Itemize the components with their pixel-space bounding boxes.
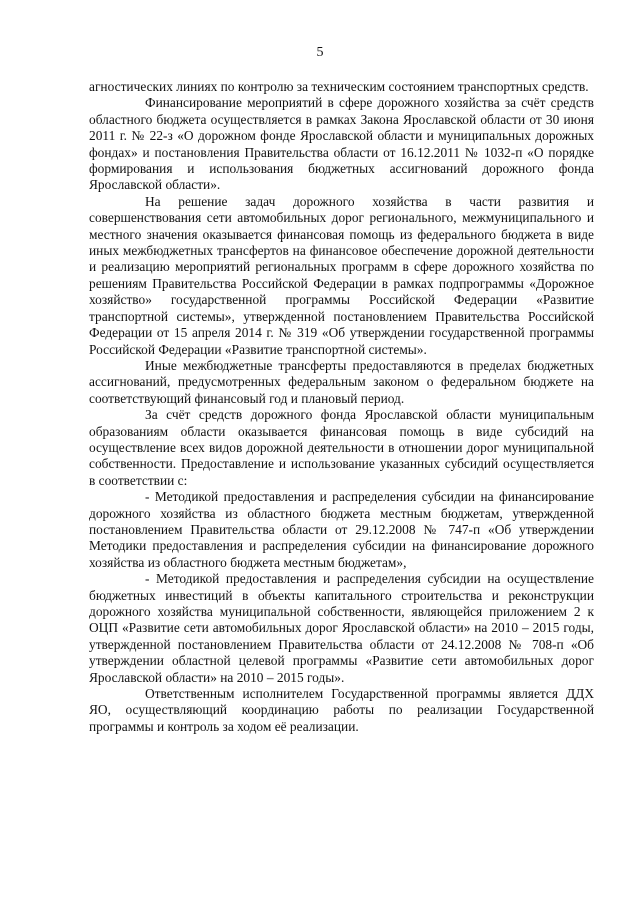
- list-item: - Методикой предоставления и распределения субсидии на финансирование дорожного хозяйства из областного бюджета местным бюджетам, утвержденной постановлением Правительства области от 29.12.2008 № 747-п «Об утверждении Методики предоставления и распределения субсидии на финансирование дорожного хозяйства из областного бюджета местным бюджетам»,: [89, 489, 594, 570]
- paragraph: агностических линиях по контролю за техническим состоянием транспортных средств.: [89, 79, 589, 94]
- paragraph: На решение задач дорожного хозяйства в части развития и совершенствования сети автомобильных дорог регионального, межмуниципального и местного значения оказывается финансовая помощь из федерального бюджета в виде иных межбюджетных трансфертов на финансовое обеспечение дорожной деятельности и реализацию мероприятий региональных программ в сфере дорожного хозяйства по решениям Правительства Российской Федерации в рамках подпрограммы «Дорожное хозяйство» государственной программы Российской Федерации «Развитие транспортной системы», утвержденной постановлением Правительства Российской Федерации от 15 апреля 2014 г. № 319 «Об утверждении государственной программы Российской Федерации «Развитие транспортной системы».: [89, 193, 594, 357]
- paragraph: Финансирование мероприятий в сфере дорожного хозяйства за счёт средств областного бюджета осуществляется в рамках Закона Ярославской области от 30 июня 2011 г. № 22-з «О дорожном фонде Ярославской области и муниципальных дорожных фондах» и постановления Правительства области от 16.12.2011 № 1032-п «О порядке формирования и использования бюджетных ассигнований дорожного фонда Ярославской области».: [89, 95, 594, 193]
- document-body: [89, 79, 594, 735]
- paragraph: Иные межбюджетные трансферты предоставляются в пределах бюджетных ассигнований, предусмотренных федеральным законом о федеральном бюджете на соответствующий финансовый год и плановый период.: [89, 357, 594, 406]
- page-number: 5: [316, 45, 324, 60]
- paragraph: За счёт средств дорожного фонда Ярославской области муниципальным образованиям области оказывается финансовая помощь в виде субсидий на осуществление всех видов дорожной деятельности в отношении дорог муниципальной собственности. Предоставление и использование указанных субсидий осуществляется в соответствии с:: [89, 407, 594, 488]
- list-item: - Методикой предоставления и распределения субсидии на осуществление бюджетных инвестиций в объекты капитального строительства и реконструкции дорожного хозяйства муниципальной собственности, являющейся приложением 2 к ОЦП «Развитие сети автомобильных дорог Ярославской области» на 2010 – 2015 годы, утвержденной постановлением Правительства области от 24.12.2008 № 708-п «Об утверждении областной целевой программы «Развитие сети автомобильных дорог Ярославской области» на 2010 – 2015 годы».: [89, 571, 594, 685]
- paragraph: Ответственным исполнителем Государственной программы является ДДХ ЯО, осуществляющий координацию работы по реализации Государственной программы и контроль за ходом её реализации.: [89, 686, 594, 734]
